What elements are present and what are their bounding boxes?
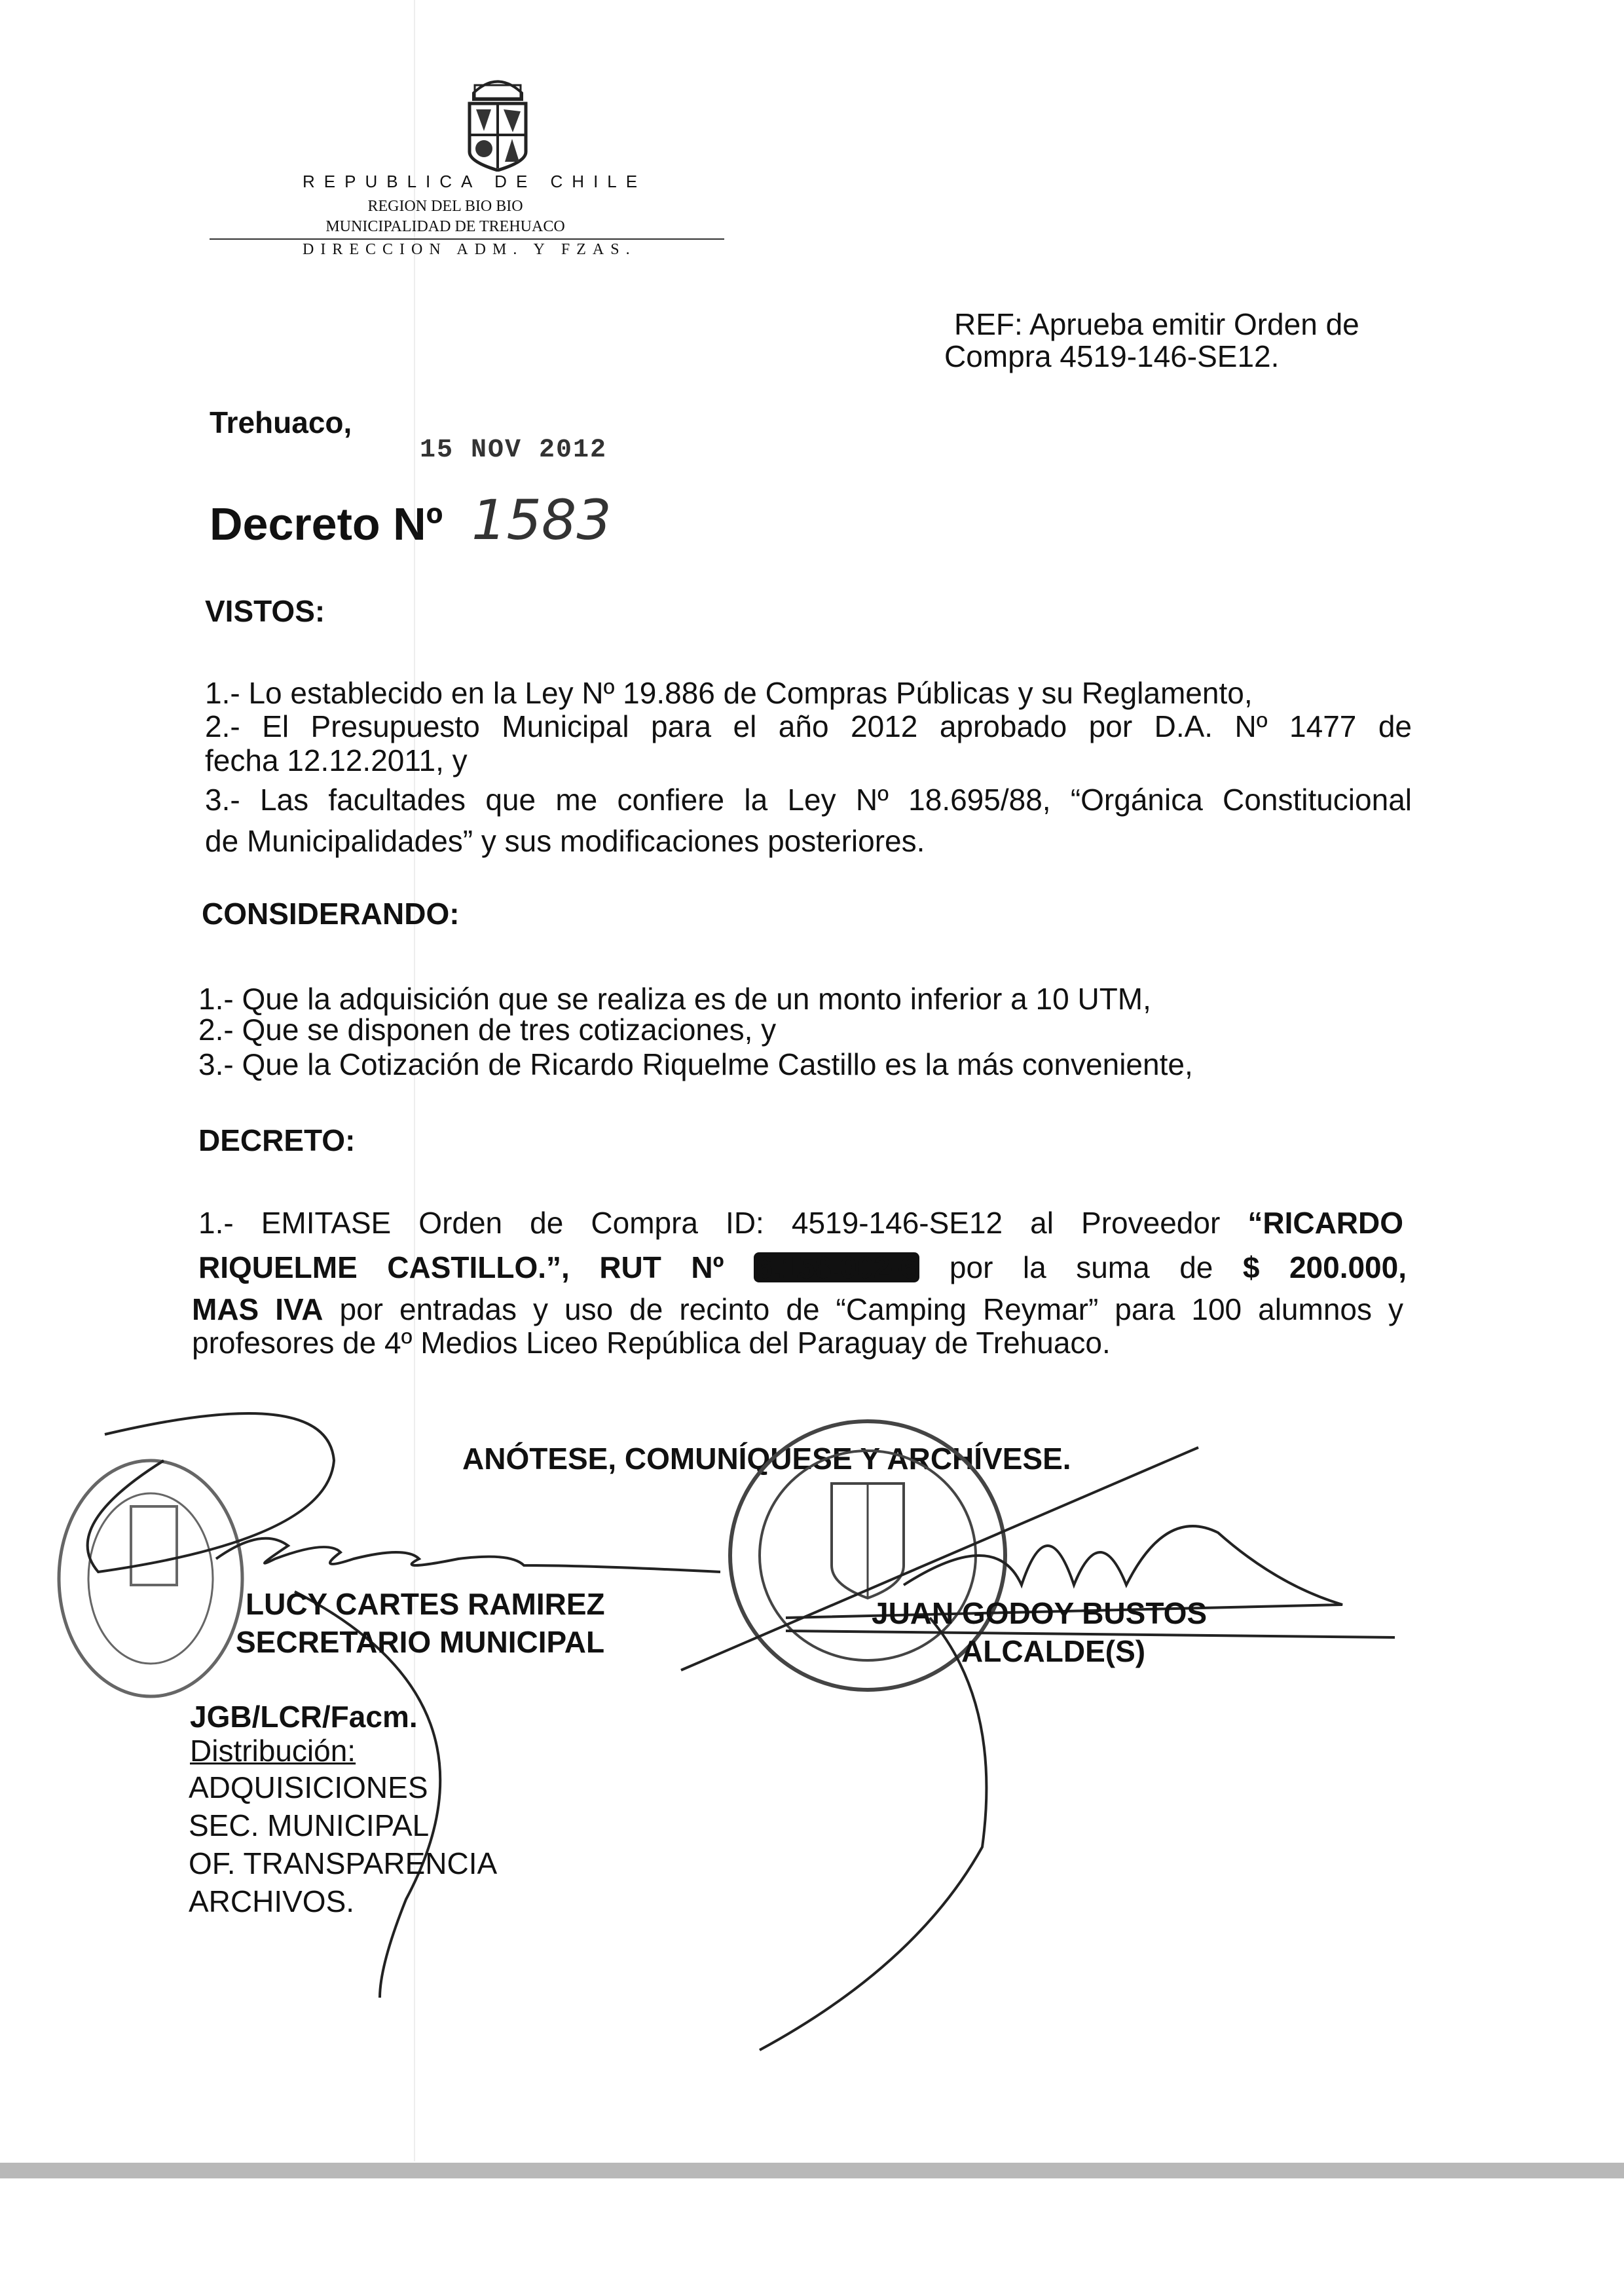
distribution-label xyxy=(190,1736,356,1766)
decreto-line-3 xyxy=(192,1294,1403,1324)
letterhead-divider xyxy=(210,238,724,240)
ref-line-1: REF: Aprueba emitir Orden de xyxy=(954,307,1359,341)
signature-mayor xyxy=(681,1447,1395,2050)
considerando-heading: CONSIDERANDO: xyxy=(202,897,460,931)
distribution-item: OF. TRANSPARENCIA xyxy=(189,1846,498,1880)
left-stamp xyxy=(59,1461,242,1696)
tax-note: MAS IVA xyxy=(192,1292,323,1326)
rut-redacted: 6.158.002-6 xyxy=(754,1252,920,1282)
distribution-item: SEC. MUNICIPAL xyxy=(189,1808,430,1842)
vistos-line: 3.- Las facultades que me confiere la Ley Nº 18.695/88, “Orgánica Constitucional xyxy=(205,783,1412,817)
closing-formula: ANÓTESE, COMUNÍQUESE Y ARCHÍVESE. xyxy=(462,1442,1071,1476)
coat-of-arms-logo xyxy=(462,73,534,172)
letterhead-municipality: MUNICIPALIDAD DE TREHUACO xyxy=(325,218,565,235)
signatory-title-mayor: ALCALDE(S) xyxy=(961,1634,1146,1668)
signatory-name-secretary: LUCY CARTES RAMIREZ xyxy=(246,1587,605,1621)
decreto-line-4: profesores de 4º Medios Liceo República del Paraguay de Trehuaco. xyxy=(192,1326,1111,1360)
scan-bottom-edge xyxy=(0,2163,1624,2178)
decreto-text: por entradas y uso de recinto de “Camping Reymar” para 100 alumnos y xyxy=(339,1292,1403,1326)
decreto-line-1 xyxy=(198,1208,1403,1238)
letterhead-region: REGION DEL BIO BIO xyxy=(367,198,523,215)
vistos-heading: VISTOS: xyxy=(205,594,325,628)
decreto-heading: DECRETO: xyxy=(198,1123,356,1157)
place: Trehuaco, xyxy=(210,405,352,439)
date-stamp: 15 NOV 2012 xyxy=(420,436,608,465)
provider-name: “RICARDO xyxy=(1247,1206,1404,1240)
ref-line-2: Compra 4519-146-SE12. xyxy=(944,339,1280,373)
decreto-text: por la suma de xyxy=(949,1250,1213,1284)
vistos-line: fecha 12.12.2011, y xyxy=(205,743,468,777)
distribution-item: ADQUISICIONES xyxy=(189,1770,428,1804)
considerando-line: 1.- Que la adquisición que se realiza es de un monto inferior a 10 UTM, xyxy=(198,982,1151,1016)
signatory-title-secretary: SECRETARIO MUNICIPAL xyxy=(236,1625,605,1659)
considerando-line: 2.- Que se disponen de tres cotizaciones, y xyxy=(198,1013,777,1047)
considerando-line: 3.- Que la Cotización de Ricardo Riquelme Castillo es la más conveniente, xyxy=(198,1047,1193,1081)
decreto-text: 1.- EMITASE Orden de Compra ID: 4519-146-SE12 al Proveedor xyxy=(198,1206,1221,1240)
decree-number-handwritten: 1583 xyxy=(471,488,612,552)
letterhead-department: DIRECCION ADM. Y FZAS. xyxy=(303,241,637,258)
vistos-line: de Municipalidades” y sus modificaciones posteriores. xyxy=(205,824,925,858)
distribution-item: ARCHIVOS. xyxy=(189,1884,355,1918)
initials: JGB/LCR/Facm. xyxy=(190,1700,418,1734)
amount: $ 200.000, xyxy=(1242,1250,1407,1284)
decreto-line-2 xyxy=(198,1252,1407,1282)
provider-name-rut: RIQUELME CASTILLO.”, RUT Nº xyxy=(198,1250,724,1284)
distribution-label-text: Distribución: xyxy=(190,1734,356,1768)
letterhead-country: REPUBLICA DE CHILE xyxy=(303,172,647,191)
vistos-line: 1.- Lo establecido en la Ley Nº 19.886 de Compras Públicas y su Reglamento, xyxy=(205,676,1253,710)
signatory-name-mayor: JUAN GODOY BUSTOS xyxy=(872,1596,1208,1630)
decree-label: Decreto Nº xyxy=(210,498,443,550)
vistos-line: 2.- El Presupuesto Municipal para el año 2012 aprobado por D.A. Nº 1477 de xyxy=(205,709,1412,743)
